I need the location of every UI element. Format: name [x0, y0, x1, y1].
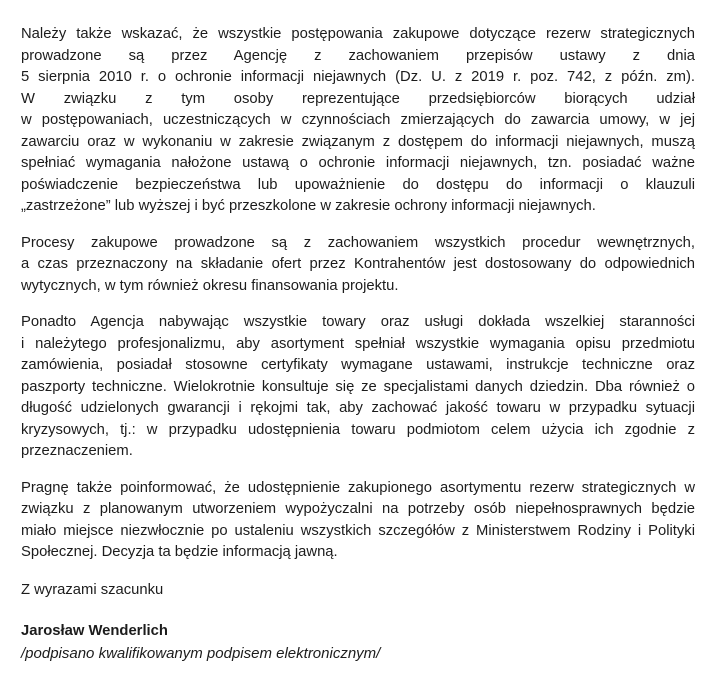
paragraph-line: Społecznej. Decyzja ta będzie informacją jawną.: [21, 544, 338, 560]
paragraph-line: Pragnę także poinformować, że udostępnienie zakupionego asortymentu rezerw strategicznych w: [21, 479, 695, 496]
paragraph: [21, 478, 695, 564]
paragraph-line: w postępowaniach, uczestniczących w czynnościach zmierzających do zawarcia umowy, w jej: [21, 112, 695, 128]
paragraph-line: a czas przeznaczony na składanie ofert przez Kontrahentów jest dostosowany do odpowiednich: [21, 256, 695, 272]
paragraph-line: poświadczenie bezpieczeństwa lub upoważnienie do dostępu do informacji o klauzuli: [21, 176, 695, 193]
paragraph-line: spełniać wymagania nałożone ustawą o ochronie informacji niejawnych, tzn. posiadać ważne: [21, 155, 695, 171]
letter-paragraphs: [21, 24, 695, 564]
paragraph: [21, 233, 695, 298]
closing-salutation: Z wyrazami szacunku: [21, 581, 164, 598]
paragraph-line: związku z planowanym utworzeniem wypożyczalni na potrzeby osób niepełnosprawnych będzie: [21, 501, 695, 517]
paragraph-line: i należytego profesjonalizmu, aby asortyment spełniał wszystkie wymagania opisu przedmiotu: [21, 335, 695, 352]
paragraph-line: wytycznych, w tym również okresu finansowania projektu.: [21, 277, 399, 294]
paragraph-line: zamówienia, posiadał stosowne certyfikaty wymagane ustawami, instrukcje techniczne oraz: [21, 357, 695, 373]
paragraph-line: długość udzielonych gwarancji i rękojmi tak, aby zachować jakość towaru w przypadku sytuacji: [21, 400, 695, 416]
paragraph-line: Należy także wskazać, że wszystkie postępowania zakupowe dotyczące rezerw strategicznych: [21, 26, 695, 42]
paragraph-line: paszporty techniczne. Wielokrotnie konsultuje się ze specjalistami danych dziedzin. Dba również o: [21, 378, 695, 395]
paragraph-line: kryzysowych, tj.: w przypadku udostępnienia towaru podmiotom celem użycia ich zgodnie z: [21, 421, 695, 438]
paragraph-line: 5 sierpnia 2010 r. o ochronie informacji niejawnych (Dz. U. z 2019 r. poz. 742, z późn. zm).: [21, 69, 695, 85]
signature-note: /podpisano kwalifikowanym podpisem elektronicznym/: [21, 644, 381, 662]
paragraph-line: prowadzone są przez Agencję z zachowaniem przepisów ustawy z dnia: [21, 47, 695, 64]
paragraph: [21, 312, 695, 463]
paragraph-line: Procesy zakupowe prowadzone są z zachowaniem wszystkich procedur wewnętrznych,: [21, 234, 695, 251]
paragraph-line: zawarciu oraz w wykonaniu w zakresie związanym z dostępem do informacji niejawnych, muszą: [21, 133, 695, 150]
paragraph-line: przeznaczeniem.: [21, 443, 133, 459]
paragraph-line: „zastrzeżone” lub wyższej i być przeszkolone w zakresie ochrony informacji niejawnych.: [21, 198, 596, 214]
paragraph-line: Ponadto Agencja nabywając wszystkie towary oraz usługi dokłada wszelkiej staranności: [21, 314, 695, 330]
paragraph-line: miało miejsce niezwłocznie po ustaleniu wszystkich szczegółów z Ministerstwem Rodziny i Polityki: [21, 522, 695, 539]
paragraph: [21, 24, 695, 218]
signature-name: Jarosław Wenderlich: [21, 623, 168, 639]
paragraph-line: W związku z tym osoby reprezentujące przedsiębiorców biorących udział: [21, 90, 695, 107]
